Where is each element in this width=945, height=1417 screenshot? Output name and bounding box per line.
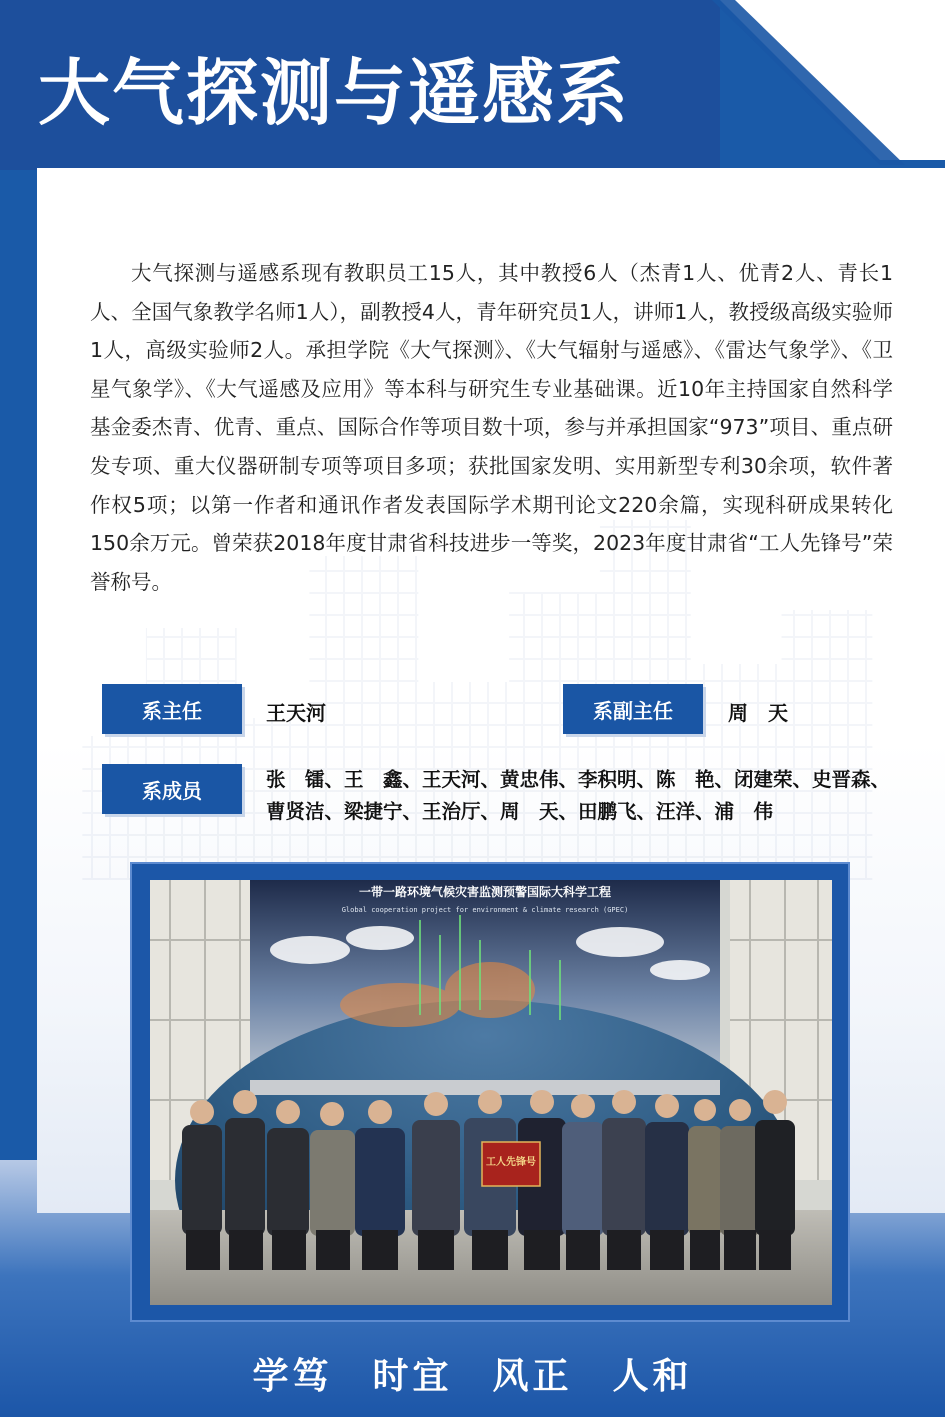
members-label bbox=[102, 764, 242, 814]
members-label-text: 系成员 bbox=[142, 778, 202, 803]
members-list: 张 镭、王 鑫、王天河、黄忠伟、李积明、陈 艳、闭建荣、史晋森、 曹贤洁、梁捷宁、王治厅、周 天、田鹏飞、汪洋、浦 伟 bbox=[266, 768, 891, 823]
group-photo bbox=[150, 880, 832, 1305]
page-title: 大气探测与遥感系 bbox=[38, 51, 631, 135]
deputy-label bbox=[563, 684, 703, 734]
head-label-text: 系主任 bbox=[142, 698, 202, 723]
footer-motto: 学笃 时宜 风正 人和 bbox=[252, 1355, 693, 1397]
head-label bbox=[102, 684, 242, 734]
group-photo-illustration bbox=[150, 880, 832, 1305]
banner-title: 一带一路环境气候灾害监测预警国际大科学工程 bbox=[358, 885, 612, 899]
head-name: 王天河 bbox=[266, 701, 326, 725]
deputy-name: 周 天 bbox=[728, 701, 788, 725]
intro-paragraph: 大气探测与遥感系现有教职员工15人，其中教授6人（杰青1人、优青2人、青长1人、全国气象教学名师1人），副教授4人，青年研究员1人，讲师1人，教授级高级实验师1人，高级实验师2人。承担学院《大气探测》、《大气辐射与遥感》、《雷达气象学》、《卫星气象学》、《大气遥感及应用》等本科与研究生专业基础课。近10年主持国家自然科学基金委杰青、优青、重点、国际合作等项目数十项，参与并承担国家“973”项目、重点研发专项、重大仪器研制专项等项目多项；获批国家发明、实用新型专利30余项，软件著作权5项；以第一作者和通讯作者发表国际学术期刊论文220余篇，实现科研成果转化150余万元。曾荣获2018年度甘肃省科技进步一等奖，2023年度甘肃省“工人先锋号”荣誉称号。 bbox=[90, 261, 893, 594]
banner-subtitle: Global cooperation project for environment & climate research (GPEC) bbox=[341, 906, 629, 914]
plaque-text: 工人先锋号 bbox=[486, 1157, 536, 1168]
deputy-label-text: 系副主任 bbox=[593, 698, 673, 723]
